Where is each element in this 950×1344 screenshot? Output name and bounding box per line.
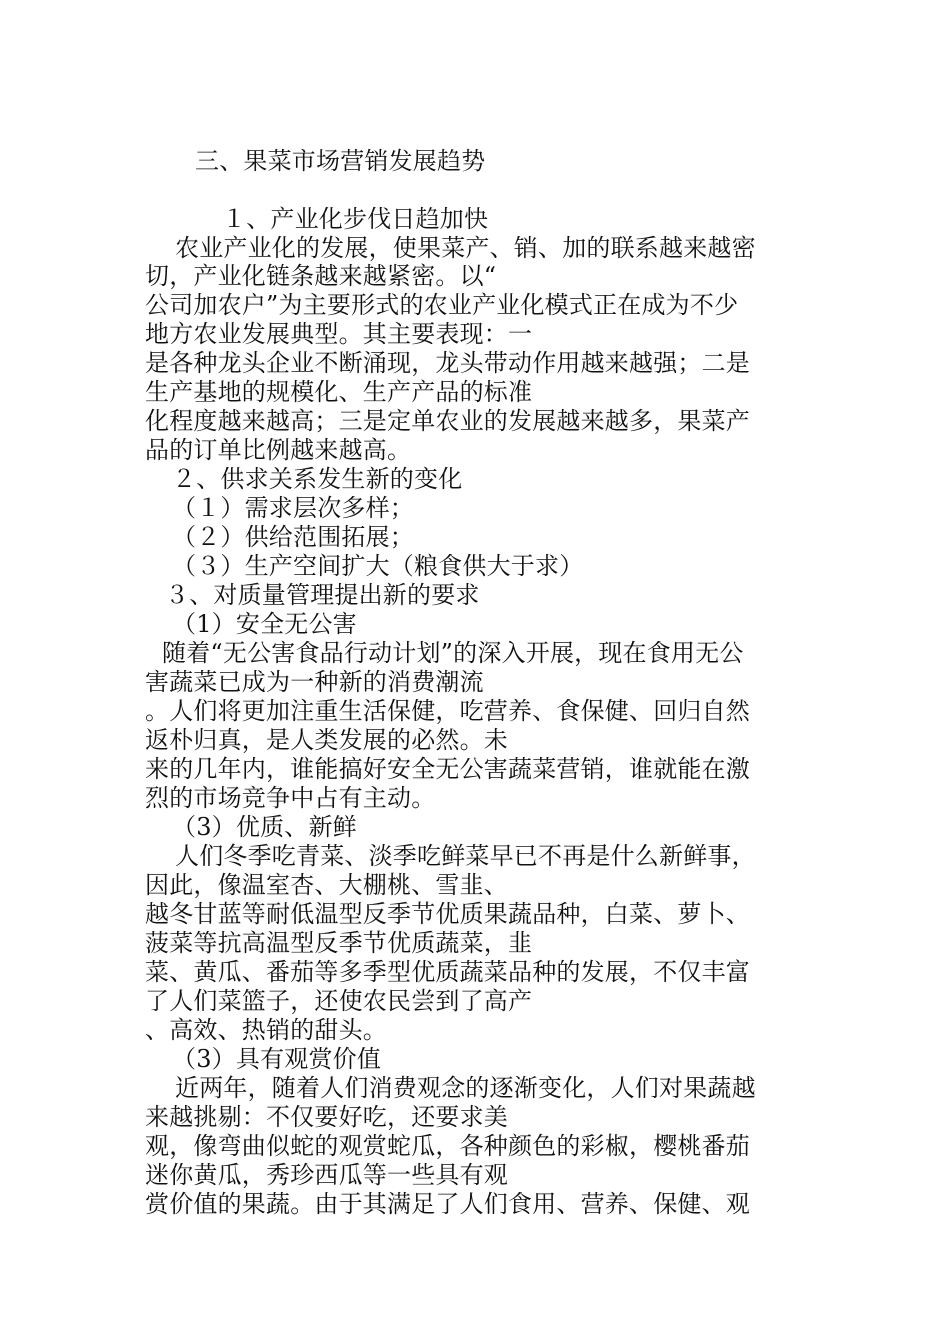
paragraph-line: 、高效、热销的甜头。	[145, 1016, 387, 1044]
paragraph-line: 越冬甘蓝等耐低温型反季节优质果蔬品种，白菜、萝卜、	[145, 900, 750, 928]
paragraph-line: 切，产业化链条越来越紧密。以“	[145, 262, 497, 290]
paragraph-line: 化程度越来越高；三是定单农业的发展越来越多，果菜产	[145, 407, 750, 435]
section-heading: 三、果菜市场营销发展趋势	[195, 147, 486, 175]
list-item: （1）安全无公害	[172, 610, 357, 638]
paragraph-line: 害蔬菜已成为一种新的消费潮流	[145, 668, 484, 696]
paragraph-line: 公司加农户”为主要形式的农业产业化模式正在成为不少	[145, 291, 739, 319]
list-item: （２）供给范围拓展；	[172, 523, 414, 551]
list-item: （１）需求层次多样；	[172, 494, 414, 522]
paragraph-line: 农业产业化的发展，使果菜产、销、加的联系越来越密	[175, 234, 756, 262]
paragraph-line: 菠菜等抗高温型反季节优质蔬菜，韭	[145, 929, 533, 957]
paragraph-line: 是各种龙头企业不断涌现，龙头带动作用越来越强；二是	[145, 349, 750, 377]
paragraph-line: 来越挑剔：不仅要好吃，还要求美	[145, 1103, 508, 1131]
paragraph-line: 品的订单比例越来越高。	[145, 436, 412, 464]
paragraph-line: 地方农业发展典型。其主要表现：一	[145, 320, 533, 348]
paragraph-line: 了人们菜篮子，还使农民尝到了高产	[145, 987, 533, 1015]
paragraph-line: 观，像弯曲似蛇的观赏蛇瓜，各种颜色的彩椒，樱桃番茄	[145, 1132, 750, 1160]
paragraph-line: 。人们将更加注重生活保健，吃营养、食保健、回归自然	[145, 697, 750, 725]
paragraph-line: 生产基地的规模化、生产产品的标准	[145, 378, 533, 406]
subsection-heading: ３、对质量管理提出新的要求	[165, 581, 480, 609]
subsection-heading: ２、供求关系发生新的变化	[172, 465, 463, 493]
paragraph-line: 近两年，随着人们消费观念的逐渐变化，人们对果蔬越	[175, 1074, 756, 1102]
paragraph-line: 返朴归真，是人类发展的必然。未	[145, 726, 508, 754]
paragraph-line: 赏价值的果蔬。由于其满足了人们食用、营养、保健、观	[145, 1190, 750, 1218]
list-item: （3）具有观赏价值	[172, 1045, 382, 1073]
paragraph-line: 烈的市场竞争中占有主动。	[145, 784, 436, 812]
subsection-heading: １、产业化步伐日趋加快	[222, 205, 489, 233]
paragraph-line: 随着“无公害食品行动计划”的深入开展，现在食用无公	[162, 639, 744, 667]
paragraph-line: 迷你黄瓜，秀珍西瓜等一些具有观	[145, 1161, 508, 1189]
list-item: （3）优质、新鲜	[172, 813, 357, 841]
paragraph-line: 来的几年内，谁能搞好安全无公害蔬菜营销，谁就能在激	[145, 755, 750, 783]
paragraph-line: 人们冬季吃青菜、淡季吃鲜菜早已不再是什么新鲜事，	[175, 842, 756, 870]
list-item: （３）生产空间扩大（粮食供大于求）	[172, 552, 584, 580]
paragraph-line: 因此，像温室杏、大棚桃、雪韭、	[145, 871, 508, 899]
paragraph-line: 菜、黄瓜、番茄等多季型优质蔬菜品种的发展，不仅丰富	[145, 958, 750, 986]
